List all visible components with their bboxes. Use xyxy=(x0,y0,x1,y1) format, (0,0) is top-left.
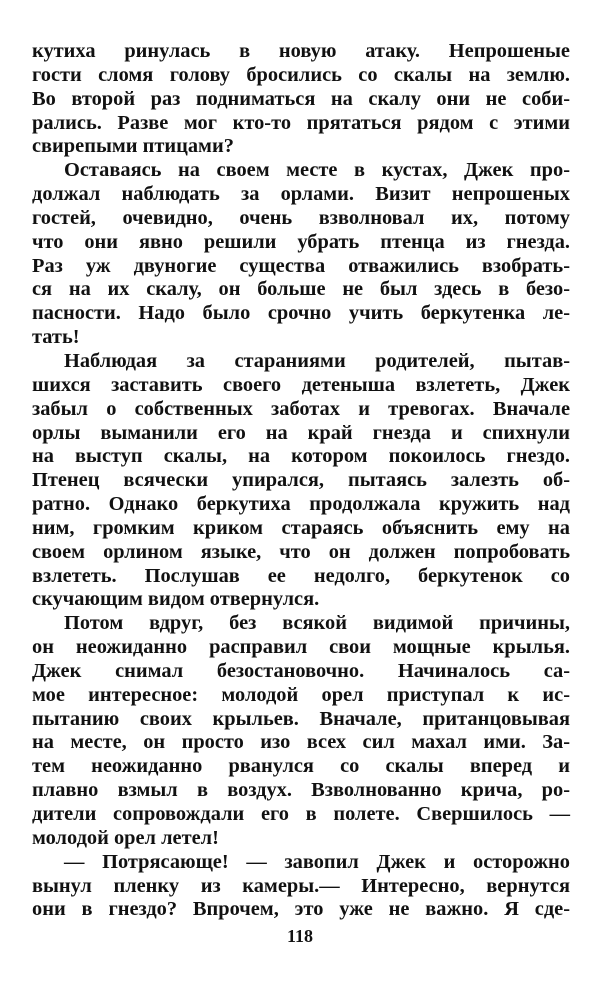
text-line: рались. Разве мог кто-то прятаться рядом с этими xyxy=(32,111,570,134)
text-line: Оставаясь на своем месте в кустах, Джек про- xyxy=(64,159,570,182)
text-line: вынул пленку из камеры.— Интересно, вернутся xyxy=(32,874,570,897)
text-line: ратно. Однако беркутиха продолжала кружить над xyxy=(32,493,570,516)
text-line: гости сломя голову бросились со скалы на землю. xyxy=(32,63,570,86)
text-line: кутиха ринулась в новую атаку. Непрошеные xyxy=(32,40,570,62)
text-line: на месте, он просто изо всех сил махал ими. За- xyxy=(32,731,570,754)
text-line: дители сопровождали его в полете. Свершилось — xyxy=(32,803,570,825)
text-line: скучающим видом отвернулся. xyxy=(32,588,320,611)
text-line: он неожиданно расправил свои мощные крылья. xyxy=(32,636,570,659)
text-line: Потом вдруг, без всякой видимой причины, xyxy=(64,612,570,635)
text-line: что они явно решили убрать птенца из гнезда. xyxy=(32,230,570,253)
text-line: Раз уж двуногие существа отважились взобрать- xyxy=(32,254,570,277)
text-line: шихся заставить своего детеныша взлететь, Джек xyxy=(32,373,570,396)
text-line: плавно взмыл в воздух. Взволнованно крича, ро- xyxy=(32,779,570,802)
text-line: пасности. Надо было срочно учить беркутенка ле- xyxy=(32,302,570,325)
text-line: свирепыми птицами? xyxy=(32,135,234,158)
text-line: ним, громким криком стараясь объяснить ему на xyxy=(32,516,570,539)
text-line: Джек снимал безостановочно. Начиналось са- xyxy=(32,659,570,682)
text-line: ся на их скалу, он больше не был здесь в безо- xyxy=(32,278,570,301)
text-line: взлететь. Послушав ее недолго, беркутенок со xyxy=(32,564,570,587)
text-line: пытанию своих крыльев. Вначале, пританцовывая xyxy=(32,707,570,730)
text-line: тем неожиданно рванулся со скалы вперед и xyxy=(32,755,570,778)
text-line: своем орлином языке, что он должен попробовать xyxy=(32,540,570,563)
text-line: гостей, очевидно, очень взволновал их, потому xyxy=(32,206,570,229)
text-line: на выступ скалы, на котором покоилось гнездо. xyxy=(32,445,570,468)
text-line: Во второй раз подниматься на скалу они не соби- xyxy=(32,87,570,110)
text-line: — Потрясающе! — завопил Джек и осторожно xyxy=(64,850,570,873)
text-line: забыл о собственных заботах и тревогах. Вначале xyxy=(32,397,570,420)
text-line: Птенец всячески упирался, пытаясь залезть об- xyxy=(32,469,570,492)
page-number: 118 xyxy=(286,926,313,946)
text-line: орлы выманили его на край гнезда и спихнули xyxy=(32,421,570,444)
text-line: тать! xyxy=(32,326,80,349)
text-line: мое интересное: молодой орел приступал к ис- xyxy=(32,683,570,706)
text-line: они в гнездо? Впрочем, это уже не важно. Я сде- xyxy=(32,898,570,921)
book-page-text xyxy=(32,40,570,922)
text-line: Наблюдая за стараниями родителей, пытав- xyxy=(64,349,570,372)
text-line: должал наблюдать за орлами. Визит непрошеных xyxy=(32,183,570,206)
text-line: молодой орел летел! xyxy=(32,826,219,849)
